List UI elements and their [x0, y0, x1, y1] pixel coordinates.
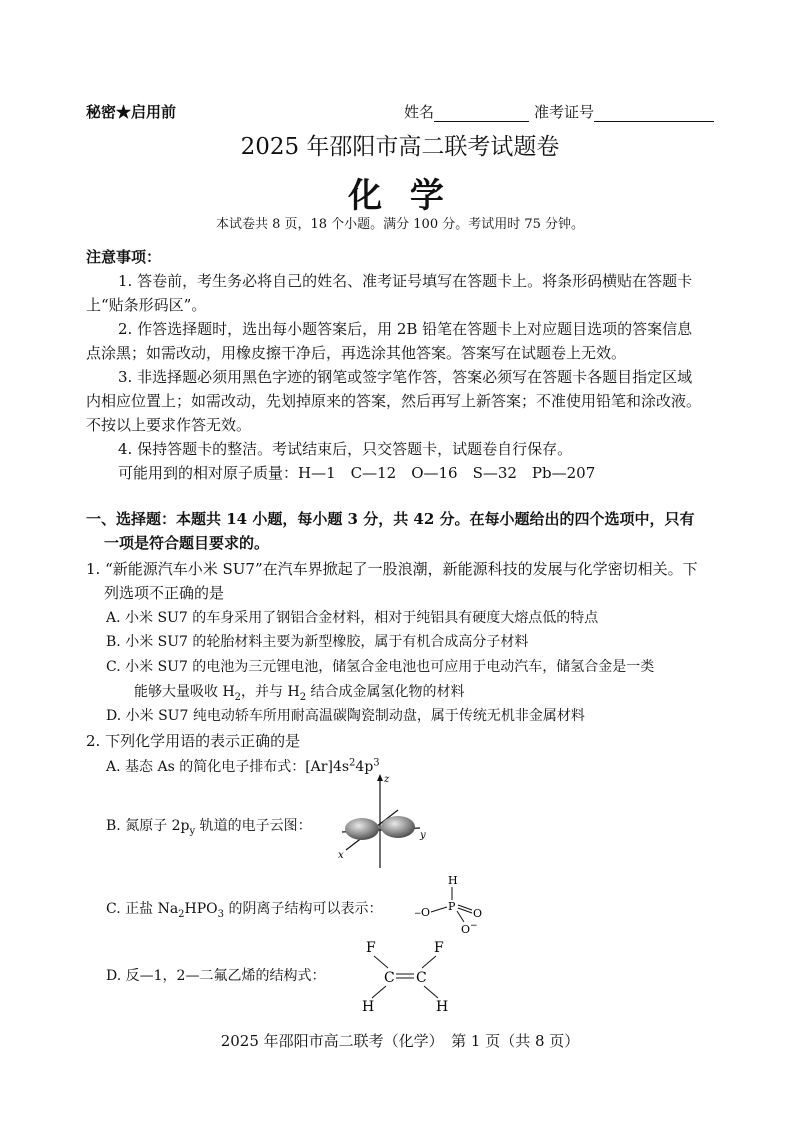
notice-line: 点涂黑；如需改动，用橡皮擦干净后，再选涂其他答案。答案写在试题卷上无效。: [86, 344, 627, 362]
svg-text:C: C: [384, 970, 395, 986]
name-blank: [434, 105, 529, 122]
svg-text:C: C: [416, 970, 427, 986]
svg-text:O: O: [473, 907, 483, 920]
q2-option-a: A. 基态 As 的简化电子排布式：$[Ar]4s^24p^3$: [106, 757, 380, 775]
secret-label: 秘密★启用前: [86, 103, 177, 121]
q2-option-c: C. 正盐 $Na_2HPO_3$ 的阴离子结构可以表示：: [106, 901, 383, 920]
svg-text:y: y: [420, 830, 426, 841]
q1-stem-cont: 列选项不正确的是: [104, 584, 225, 602]
q2-stem: 2. 下列化学用语的表示正确的是: [86, 732, 301, 750]
q1-option-c: C. 小米 SU7 的电池为三元锂电池，储氢合金电池也可应用于电动汽车，储氢合金是一类: [106, 659, 655, 675]
q1-stem: 1. “新能源汽车小米 SU7”在汽车界掀起了一股浪潮，新能源科技的发展与化学密切相关。下: [86, 560, 698, 578]
p-orbital-diagram: [332, 772, 432, 872]
notice-line: 4. 保持答题卡的整洁。考试结束后，只交答题卡，试题卷自行保存。: [118, 440, 573, 458]
exam-title: 2025 年邵阳市高二联考试题卷: [240, 134, 560, 160]
notice-heading: 注意事项：: [86, 248, 162, 266]
section-heading: 一、选择题：本题共 14 小题，每小题 3 分，共 42 分。在每小题给出的四个选项中，只有: [86, 510, 695, 528]
atomic-mass-line: 可能用到的相对原子质量：H—1 C—12 O—16 S—32 Pb—207: [118, 464, 596, 482]
id-label: 准考证号: [534, 103, 595, 121]
q2-option-d: D. 反—1，2—二氟乙烯的结构式：: [106, 968, 326, 984]
q1-option-d: D. 小米 SU7 纯电动轿车所用耐高温碳陶瓷制动盘，属于传统无机非金属材料: [106, 708, 585, 724]
svg-text:H: H: [448, 874, 458, 887]
difluoroethene-structure: [356, 936, 456, 1016]
q1-option-c-cont: 能够大量吸收 $H_2$，并与 $H_2$ 结合成金属氢化物的材料: [134, 684, 465, 703]
svg-text:x: x: [338, 850, 344, 861]
page-footer: 2025 年邵阳市高二联考（化学） 第 1 页（共 8 页）: [220, 1032, 580, 1050]
id-field: [534, 101, 714, 122]
name-label: 姓名: [404, 103, 435, 121]
svg-text:z: z: [384, 774, 390, 785]
subject-title: 化 学: [348, 176, 452, 216]
notice-line: 内相应位置上；如需改动，先划掉原来的答案，然后再写上新答案；不准使用铅笔和涂改液。: [86, 392, 702, 410]
svg-text:F: F: [366, 940, 376, 956]
svg-text:H: H: [436, 999, 449, 1015]
notice-line: 上“贴条形码区”。: [86, 296, 207, 314]
svg-text:O: O: [461, 923, 471, 936]
svg-text:−: −: [414, 909, 422, 919]
svg-text:H: H: [362, 999, 375, 1015]
svg-text:−: −: [470, 921, 478, 931]
svg-text:F: F: [434, 940, 444, 956]
svg-text:P: P: [448, 900, 456, 913]
hpo3-anion-structure: [412, 872, 492, 938]
exam-info: 本试卷共 8 页，18 个小题。满分 100 分。考试用时 75 分钟。: [215, 217, 585, 232]
id-blank: [594, 105, 714, 122]
q1-option-a: A. 小米 SU7 的车身采用了钢铝合金材料，相对于纯铝具有硬度大熔点低的特点: [106, 610, 599, 626]
section-heading-cont: 一项是符合题目要求的。: [104, 534, 270, 552]
name-field: [404, 101, 529, 122]
notice-line: 2. 作答选择题时，选出每小题答案后，用 2B 铅笔在答题卡上对应题目选项的答案信息: [118, 320, 693, 338]
notice-line: 3. 非选择题必须用黑色字迹的钢笔或签字笔作答，答案必须写在答题卡各题目指定区域: [118, 368, 693, 386]
q1-option-b: B. 小米 SU7 的轮胎材料主要为新型橡胶，属于有机合成高分子材料: [106, 634, 529, 650]
notice-line: 1. 答卷前，考生务必将自己的姓名、准考证号填写在答题卡上。将条形码横贴在答题卡: [118, 272, 693, 290]
svg-text:O: O: [421, 906, 431, 919]
q2-option-b: B. 氮原子 $2p_y$ 轨道的电子云图：: [106, 818, 312, 837]
notice-line: 不按以上要求作答无效。: [86, 416, 252, 434]
